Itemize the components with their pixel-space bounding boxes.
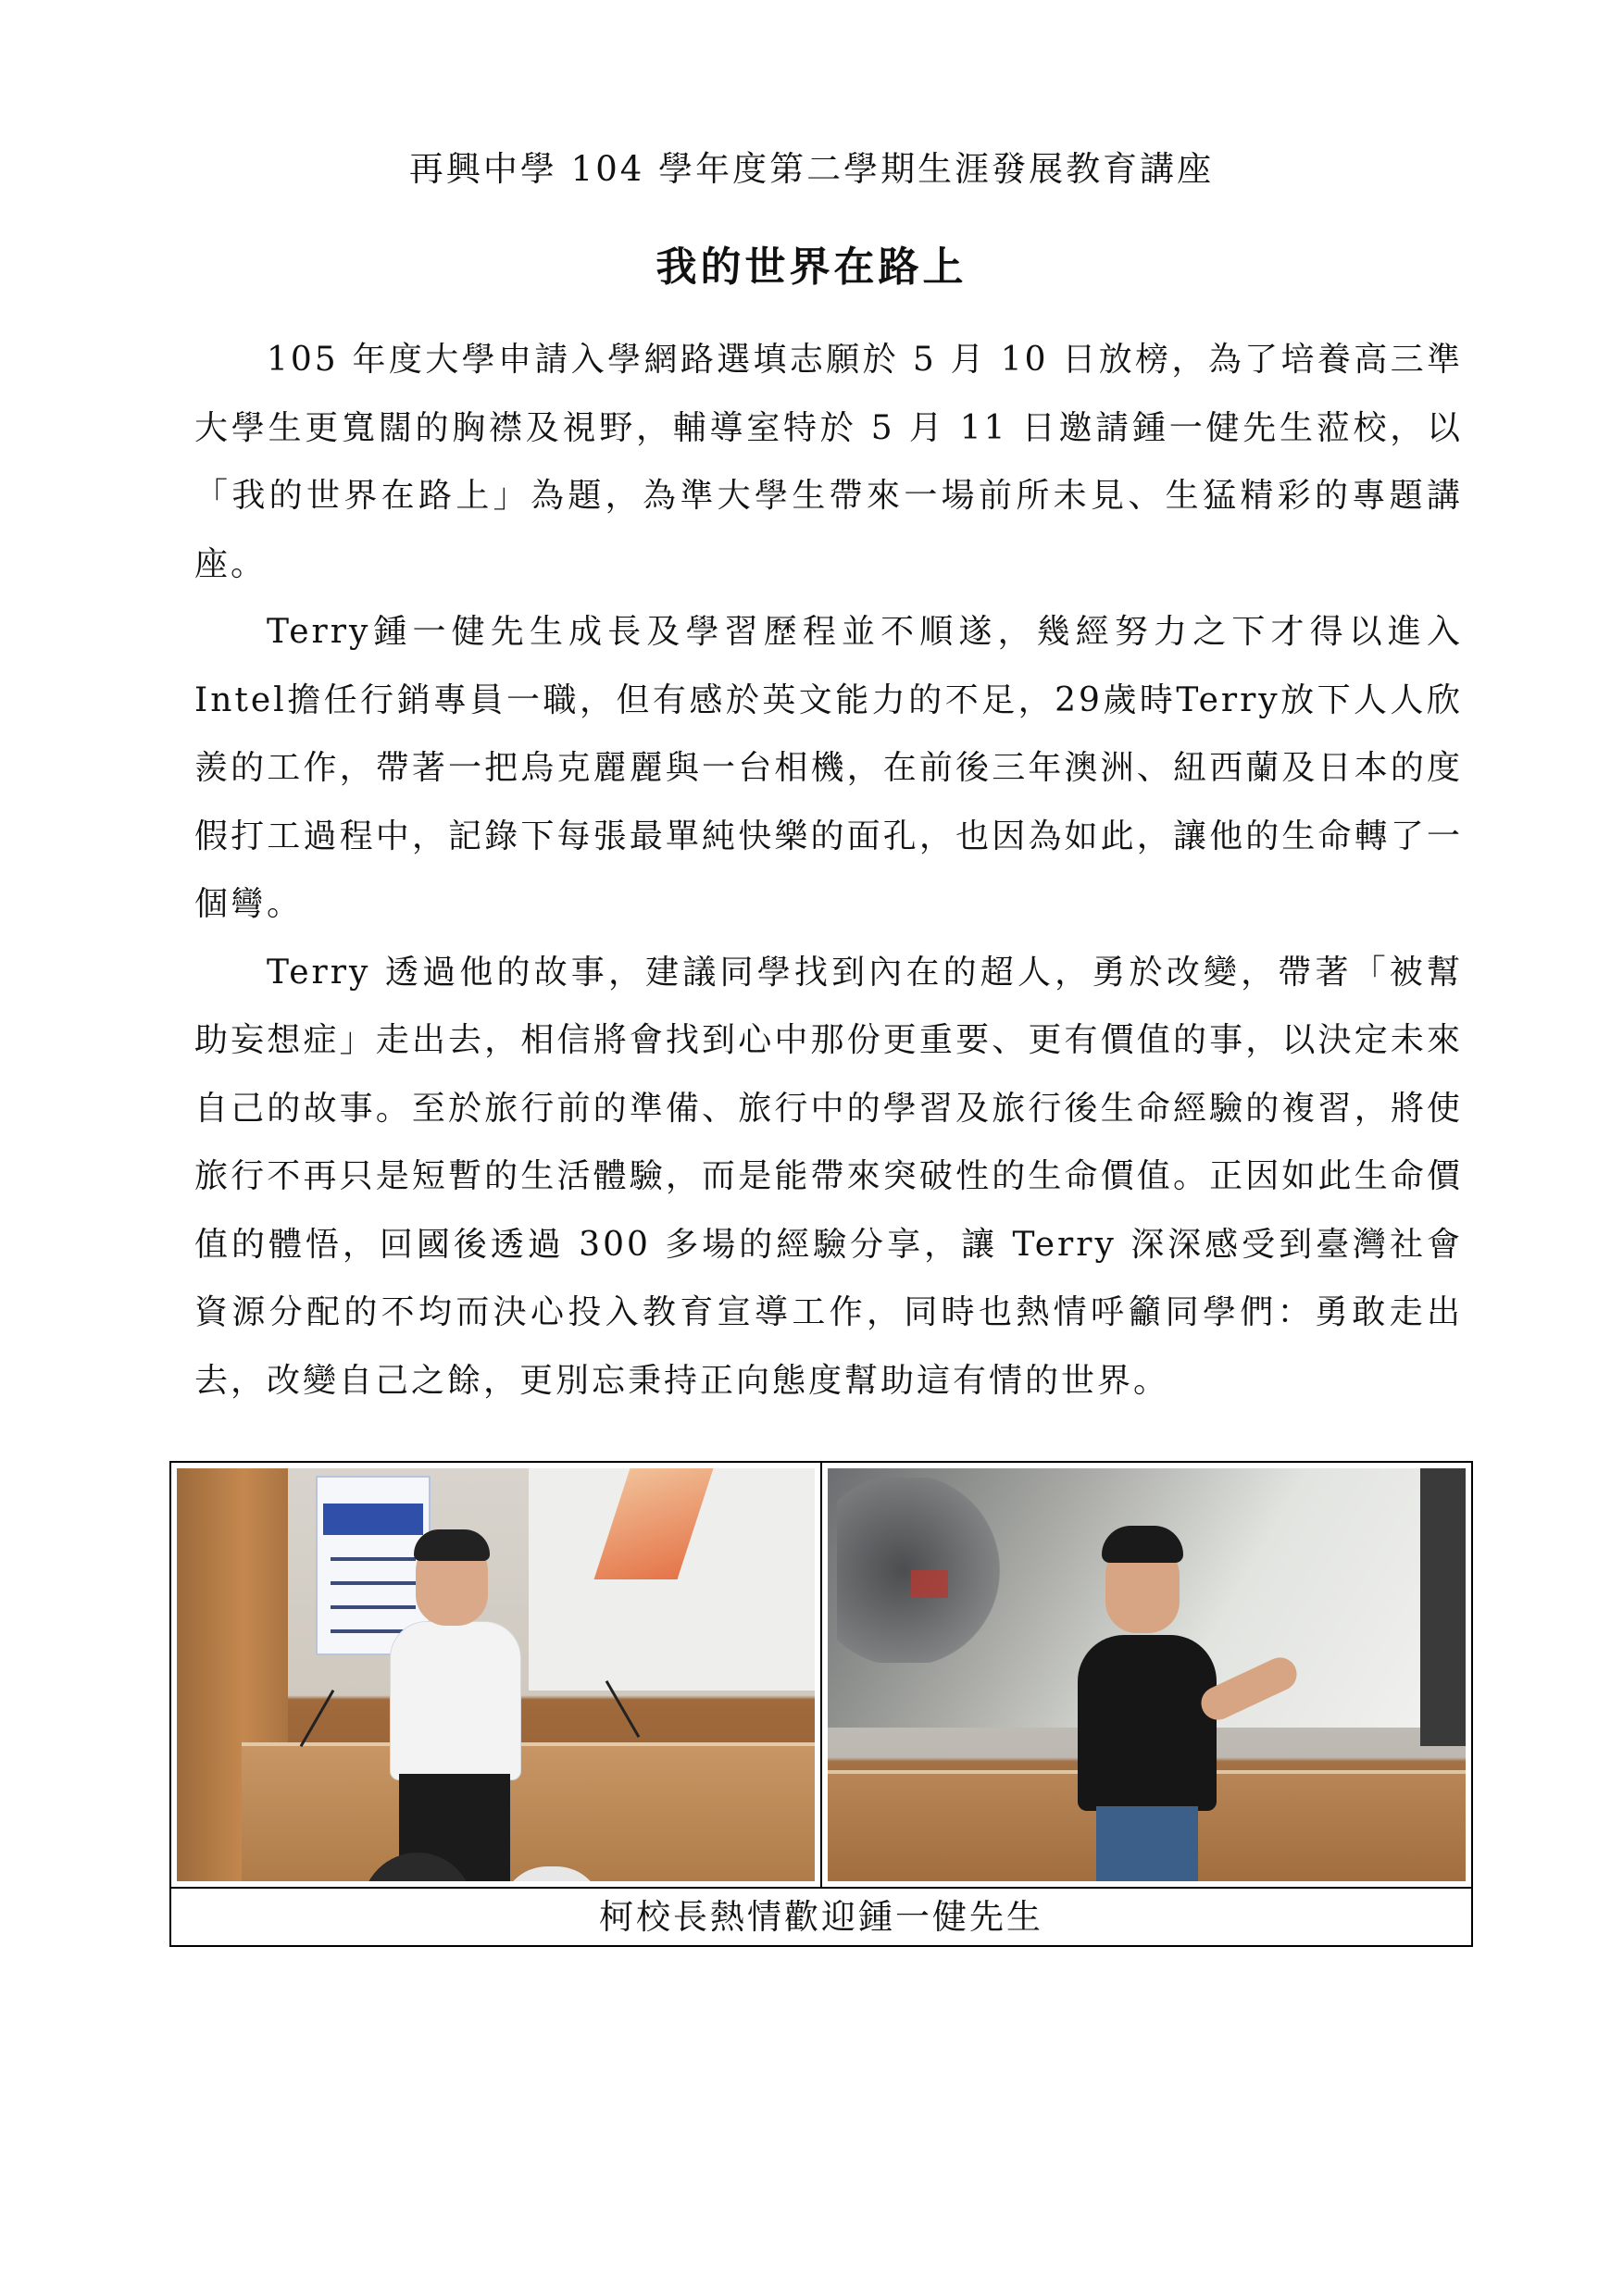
photo-cell-principal [171,1463,822,1889]
paragraph-2: Terry鍾一健先生成長及學習歷程並不順遂，幾經努力之下才得以進入Intel擔任行銷專員一職，但有感於英文能力的不足，29歲時Terry放下人人欣羨的工作，帶著一把烏克麗麗與一台相機，在前後三年澳洲、紐西蘭及日本的度假打工過程中，記錄下每張最單純快樂的面孔，也因為如此，讓他的生命轉了一個彎。 [194,613,1463,923]
article-body [194,326,1463,1415]
photo-cell-terry [822,1463,1471,1889]
photo-principal-speaking [177,1468,815,1881]
photo-terry-speaking [828,1468,1466,1881]
paragraph-3: Terry 透過他的故事，建議同學找到內在的超人，勇於改變，帶著「被幫助妄想症」走出去，相信將會找到心中那份更重要、更有價值的事，以決定未來自己的故事。至於旅行前的準備、旅行中的學習及旅行後生命經驗的複習，將使旅行不再只是短暫的生活體驗，而是能帶來突破性的生命價值。正因如此生命價值的體悟，回國後透過 300 多場的經驗分享，讓 Terry 深深感受到臺灣社會資源分配的不均而決心投入教育宣導工作，同時也熱情呼籲同學們：勇敢走出去，改變自己之餘，更別忘秉持正向態度幫助這有情的世界。 [194,953,1463,1400]
paragraph-1: 105 年度大學申請入學網路選填志願於 5 月 10 日放榜，為了培養高三準大學生更寬闊的胸襟及視野，輔導室特於 5 月 11 日邀請鍾一健先生蒞校，以「我的世界在路上」為題，為準大學生帶來一場前所未見、生猛精彩的專題講座。 [194,341,1463,583]
event-heading: 再興中學 104 學年度第二學期生涯發展教育講座 [408,149,1215,189]
photo-caption: 柯校長熱情歡迎鍾一健先生 [599,1897,1043,1937]
page-title: 我的世界在路上 [655,243,968,291]
photo-table [169,1461,1473,1947]
